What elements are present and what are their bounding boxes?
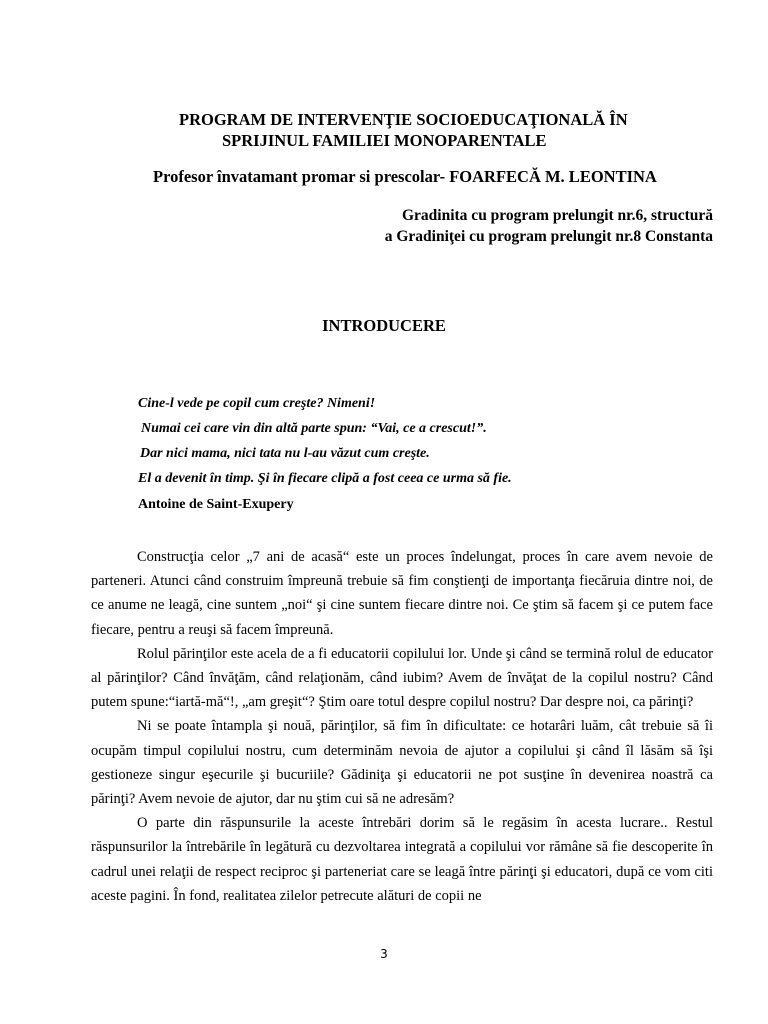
quote-line-1: Cine-l vede pe copil cum creşte? Nimeni! [138, 396, 376, 411]
page-number: 3 [380, 947, 388, 961]
body-text [91, 545, 713, 908]
author-line: Profesor învatamant promar si prescolar- FOARFECĂ M. LEONTINA [153, 167, 657, 186]
quote-line-4: El a devenit în timp. Şi în fiecare clipă a fost ceea ce urma să fie. [138, 471, 512, 486]
quote-line-2: Numai cei care vin din altă parte spun: “Vai, ce a crescut!”. [141, 421, 487, 436]
institution-line-2: a Gradiniţei cu program prelungit nr.8 Constanta [384, 228, 713, 245]
section-heading: INTRODUCERE [322, 316, 446, 335]
body-paragraph-4: O parte din răspunsurile la aceste întrebări dorim să le regăsim în acesta lucrare.. Restul răspunsurilor la întrebările în legătură cu dezvoltarea integrată a copilului vor rămâne să fie descoperite în cadrul unei relaţii de respect reciproc şi parteneriat care se leagă între părinţi şi educatori, după ce vom citi aceste pagini. În fond, realitatea zilelor petrecute alături de copii ne [91, 815, 713, 904]
body-paragraph-1: Construcţia celor „7 ani de acasă“ este un proces îndelungat, proces în care avem nevoie de parteneri. Atunci când construim împreună trebuie să fim conştienţi de importanţa fiecăruia dintre noi, de ce anume ne leagă, cine suntem „noi“ şi cine suntem fiecare dintre noi. Ce ştim să facem şi ce putem face fiecare, pentru a reuşi să facem împreună. [91, 549, 713, 638]
body-paragraph-2: Rolul părinţilor este acela de a fi educatorii copilului lor. Unde şi când se termină rolul de educator al părinţilor? Când învăţăm, când relaţionăm, când iubim? Avem de învăţat de la copilul nostru? Când putem spune:“iartă-mă“!, „am greşit“? Ştim oare totul despre copilul nostru? Dar despre noi, ca părinţi? [91, 645, 713, 711]
document-title-line-2: SPRIJINUL FAMILIEI MONOPARENTALE [222, 131, 547, 150]
quote-line-3: Dar nici mama, nici tata nu l-au văzut cum creşte. [140, 446, 430, 461]
institution-line-1: Gradinita cu program prelungit nr.6, structură [401, 207, 713, 224]
body-paragraph-3: Ni se poate întampla şi nouă, părinţilor, să fim în dificultate: ce hotarâri luăm, cât trebuie să îi ocupăm timpul copilului nostru, cum determinăm nevoia de ajutor a copilului şi când îl lăsăm să îşi gestioneze singur eşecurile şi bucuriile? Gădiniţa şi educatorii ne pot susţine în devenirea noastră ca părinţi? Avem nevoie de ajutor, dar nu ştim cui să ne adresăm? [91, 718, 713, 808]
document-title-line-1: PROGRAM DE INTERVENŢIE SOCIOEDUCAŢIONALĂ ÎN [179, 110, 628, 129]
quote-author: Antoine de Saint-Exupery [138, 497, 294, 512]
